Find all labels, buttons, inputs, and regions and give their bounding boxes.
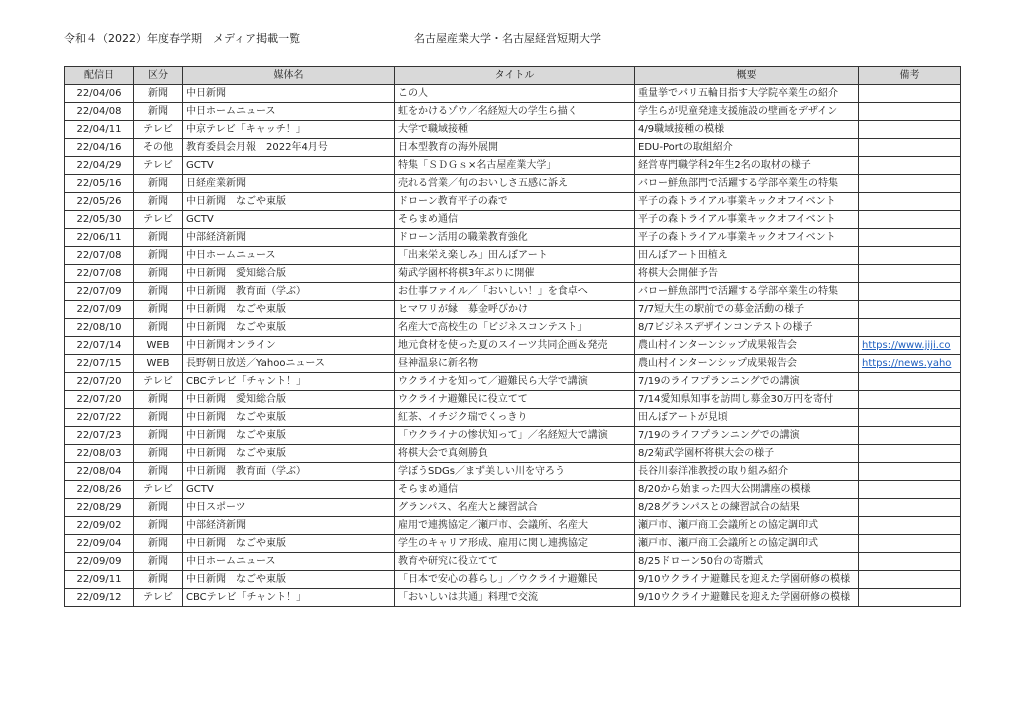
- date-cell: 22/08/04: [65, 463, 134, 481]
- table-header-row: [65, 67, 961, 85]
- media-cell: 中日ホームニュース: [183, 247, 395, 265]
- date-cell: 22/07/15: [65, 355, 134, 373]
- category-cell: 新聞: [134, 427, 183, 445]
- summary-cell: EDU-Portの取組紹介: [635, 139, 859, 157]
- media-cell: CBCテレビ「チャント！」: [183, 589, 395, 607]
- notes-cell: [859, 247, 961, 265]
- notes-cell: [859, 517, 961, 535]
- title-cell: 虹をかけるゾウ／名経短大の学生ら描く: [395, 103, 635, 121]
- table-row: [65, 211, 961, 229]
- title-cell: 雇用で連携協定／瀬戸市、会議所、名産大: [395, 517, 635, 535]
- summary-cell: 平子の森トライアル事業キックオフイベント: [635, 193, 859, 211]
- category-cell: 新聞: [134, 535, 183, 553]
- notes-cell: [859, 571, 961, 589]
- summary-cell: 9/10ウクライナ避難民を迎えた学園研修の模様: [635, 571, 859, 589]
- media-cell: 中日ホームニュース: [183, 553, 395, 571]
- summary-cell: 学生らが児童発達支援施設の壁画をデザイン: [635, 103, 859, 121]
- notes-cell: [859, 535, 961, 553]
- category-cell: 新聞: [134, 571, 183, 589]
- category-cell: テレビ: [134, 589, 183, 607]
- notes-cell: [859, 391, 961, 409]
- notes-cell: [859, 445, 961, 463]
- title-cell: ヒマワリが縁 募金呼びかけ: [395, 301, 635, 319]
- table-row: [65, 553, 961, 571]
- date-cell: 22/07/09: [65, 301, 134, 319]
- title-cell: 地元食材を使った夏のスイーツ共同企画＆発売: [395, 337, 635, 355]
- category-cell: 新聞: [134, 445, 183, 463]
- media-cell: GCTV: [183, 481, 395, 499]
- notes-cell: [859, 499, 961, 517]
- table-row: [65, 445, 961, 463]
- summary-cell: 4/9職域接種の模様: [635, 121, 859, 139]
- category-cell: 新聞: [134, 463, 183, 481]
- organization-name: 名古屋産業大学・名古屋経営短期大学: [414, 32, 601, 45]
- date-cell: 22/05/16: [65, 175, 134, 193]
- notes-cell: [859, 139, 961, 157]
- date-cell: 22/04/11: [65, 121, 134, 139]
- summary-cell: 瀬戸市、瀬戸商工会議所との協定調印式: [635, 535, 859, 553]
- column-header-summary: 概要: [635, 67, 859, 85]
- notes-cell: [859, 319, 961, 337]
- category-cell: その他: [134, 139, 183, 157]
- date-cell: 22/08/29: [65, 499, 134, 517]
- date-cell: 22/04/06: [65, 85, 134, 103]
- date-cell: 22/07/20: [65, 373, 134, 391]
- category-cell: 新聞: [134, 247, 183, 265]
- category-cell: テレビ: [134, 157, 183, 175]
- media-cell: CBCテレビ「チャント！」: [183, 373, 395, 391]
- table-row: [65, 85, 961, 103]
- summary-cell: 平子の森トライアル事業キックオフイベント: [635, 229, 859, 247]
- date-cell: 22/09/02: [65, 517, 134, 535]
- table-row: [65, 193, 961, 211]
- media-cell: 中日新聞 なごや東版: [183, 445, 395, 463]
- category-cell: テレビ: [134, 121, 183, 139]
- notes-cell: [859, 85, 961, 103]
- date-cell: 22/08/26: [65, 481, 134, 499]
- title-cell: そらまめ通信: [395, 481, 635, 499]
- date-cell: 22/07/14: [65, 337, 134, 355]
- media-cell: 中日新聞 なごや東版: [183, 193, 395, 211]
- notes-cell: [859, 373, 961, 391]
- notes-link[interactable]: https://news.yaho: [859, 355, 961, 373]
- category-cell: 新聞: [134, 193, 183, 211]
- table-row: [65, 103, 961, 121]
- category-cell: 新聞: [134, 85, 183, 103]
- category-cell: テレビ: [134, 211, 183, 229]
- title-cell: 昼神温泉に新名物: [395, 355, 635, 373]
- media-cell: 中日新聞 なごや東版: [183, 319, 395, 337]
- media-coverage-table: [64, 66, 961, 607]
- media-cell: 中部経済新聞: [183, 229, 395, 247]
- summary-cell: 経営専門職学科2年生2名の取材の様子: [635, 157, 859, 175]
- table-row: [65, 589, 961, 607]
- notes-link[interactable]: https://www.jiji.co: [859, 337, 961, 355]
- date-cell: 22/07/08: [65, 247, 134, 265]
- document-title: 令和４（2022）年度春学期 メディア掲載一覧: [64, 32, 301, 45]
- table-row: [65, 463, 961, 481]
- media-cell: 中日新聞オンライン: [183, 337, 395, 355]
- date-cell: 22/04/16: [65, 139, 134, 157]
- title-cell: 特集「ＳＤＧｓ×名古屋産業大学」: [395, 157, 635, 175]
- notes-cell: [859, 589, 961, 607]
- summary-cell: 平子の森トライアル事業キックオフイベント: [635, 211, 859, 229]
- table-row: [65, 265, 961, 283]
- table-row: [65, 481, 961, 499]
- title-cell: 教育や研究に役立てて: [395, 553, 635, 571]
- title-cell: そらまめ通信: [395, 211, 635, 229]
- title-cell: 「出来栄え楽しみ」田んぼアート: [395, 247, 635, 265]
- date-cell: 22/08/10: [65, 319, 134, 337]
- media-cell: 中日スポーツ: [183, 499, 395, 517]
- table-row: [65, 247, 961, 265]
- media-cell: 中日新聞 なごや東版: [183, 571, 395, 589]
- summary-cell: 農山村インターンシップ成果報告会: [635, 337, 859, 355]
- date-cell: 22/06/11: [65, 229, 134, 247]
- table-row: [65, 175, 961, 193]
- category-cell: 新聞: [134, 229, 183, 247]
- media-cell: 中日新聞 教育面（学ぶ）: [183, 463, 395, 481]
- media-cell: GCTV: [183, 157, 395, 175]
- date-cell: 22/09/12: [65, 589, 134, 607]
- media-cell: 日経産業新聞: [183, 175, 395, 193]
- media-cell: GCTV: [183, 211, 395, 229]
- table-row: [65, 499, 961, 517]
- notes-cell: [859, 229, 961, 247]
- title-cell: 学生のキャリア形成、雇用に関し連携協定: [395, 535, 635, 553]
- date-cell: 22/05/30: [65, 211, 134, 229]
- summary-cell: 重量挙でパリ五輪目指す大学院卒業生の紹介: [635, 85, 859, 103]
- summary-cell: 8/2菊武学園杯将棋大会の様子: [635, 445, 859, 463]
- title-cell: 「ウクライナの惨状知って」／名経短大で講演: [395, 427, 635, 445]
- date-cell: 22/07/20: [65, 391, 134, 409]
- notes-cell: [859, 409, 961, 427]
- date-cell: 22/09/04: [65, 535, 134, 553]
- media-cell: 教育委員会月報 2022年4月号: [183, 139, 395, 157]
- title-cell: グランパス、名産大と練習試合: [395, 499, 635, 517]
- title-cell: 名産大で高校生の「ビジネスコンテスト」: [395, 319, 635, 337]
- notes-cell: [859, 301, 961, 319]
- title-cell: ドローン活用の職業教育強化: [395, 229, 635, 247]
- notes-cell: [859, 553, 961, 571]
- media-cell: 中日新聞 愛知総合版: [183, 265, 395, 283]
- date-cell: 22/07/09: [65, 283, 134, 301]
- table-row: [65, 409, 961, 427]
- table-row: [65, 535, 961, 553]
- table-row: [65, 337, 961, 355]
- category-cell: 新聞: [134, 553, 183, 571]
- summary-cell: 7/19のライフプランニングでの講演: [635, 427, 859, 445]
- title-cell: お仕事ファイル／「おいしい！」を食卓へ: [395, 283, 635, 301]
- summary-cell: 田んぼアートが見頃: [635, 409, 859, 427]
- summary-cell: バロー鮮魚部門で活躍する学部卒業生の特集: [635, 283, 859, 301]
- category-cell: 新聞: [134, 391, 183, 409]
- summary-cell: 8/7ビジネスデザインコンテストの様子: [635, 319, 859, 337]
- table-row: [65, 121, 961, 139]
- media-cell: 中日新聞 なごや東版: [183, 409, 395, 427]
- date-cell: 22/07/08: [65, 265, 134, 283]
- category-cell: 新聞: [134, 301, 183, 319]
- media-cell: 中日ホームニュース: [183, 103, 395, 121]
- category-cell: 新聞: [134, 265, 183, 283]
- summary-cell: 7/7短大生の駅前での募金活動の様子: [635, 301, 859, 319]
- category-cell: 新聞: [134, 499, 183, 517]
- title-cell: ウクライナを知って／避難民ら大学で講演: [395, 373, 635, 391]
- media-cell: 中日新聞 なごや東版: [183, 535, 395, 553]
- date-cell: 22/09/11: [65, 571, 134, 589]
- summary-cell: 長谷川泰洋准教授の取り組み紹介: [635, 463, 859, 481]
- summary-cell: 7/14愛知県知事を訪問し募金30万円を寄付: [635, 391, 859, 409]
- table-row: [65, 391, 961, 409]
- category-cell: テレビ: [134, 481, 183, 499]
- column-header-notes: 備考: [859, 67, 961, 85]
- summary-cell: 農山村インターンシップ成果報告会: [635, 355, 859, 373]
- category-cell: 新聞: [134, 283, 183, 301]
- media-cell: 長野朝日放送／Yahooニュース: [183, 355, 395, 373]
- notes-cell: [859, 427, 961, 445]
- category-cell: テレビ: [134, 373, 183, 391]
- media-cell: 中日新聞 なごや東版: [183, 301, 395, 319]
- media-cell: 中京テレビ「キャッチ！」: [183, 121, 395, 139]
- notes-cell: [859, 481, 961, 499]
- table-row: [65, 355, 961, 373]
- summary-cell: 田んぼアート田植え: [635, 247, 859, 265]
- date-cell: 22/07/23: [65, 427, 134, 445]
- date-cell: 22/04/29: [65, 157, 134, 175]
- summary-cell: バロー鮮魚部門で活躍する学部卒業生の特集: [635, 175, 859, 193]
- table-row: [65, 319, 961, 337]
- notes-cell: [859, 121, 961, 139]
- notes-cell: [859, 157, 961, 175]
- media-cell: 中日新聞: [183, 85, 395, 103]
- summary-cell: 7/19のライフプランニングでの講演: [635, 373, 859, 391]
- table-row: [65, 283, 961, 301]
- media-cell: 中日新聞 愛知総合版: [183, 391, 395, 409]
- table-row: [65, 301, 961, 319]
- title-cell: 「日本で安心の暮らし」／ウクライナ避難民: [395, 571, 635, 589]
- summary-cell: 9/10ウクライナ避難民を迎えた学園研修の模様: [635, 589, 859, 607]
- notes-cell: [859, 175, 961, 193]
- category-cell: 新聞: [134, 409, 183, 427]
- category-cell: 新聞: [134, 517, 183, 535]
- notes-cell: [859, 265, 961, 283]
- column-header-title: タイトル: [395, 67, 635, 85]
- category-cell: WEB: [134, 355, 183, 373]
- date-cell: 22/08/03: [65, 445, 134, 463]
- summary-cell: 将棋大会開催予告: [635, 265, 859, 283]
- summary-cell: 8/20から始まった四大公開講座の模様: [635, 481, 859, 499]
- column-header-date: 配信日: [65, 67, 134, 85]
- notes-cell: [859, 283, 961, 301]
- title-cell: ドローン教育平子の森で: [395, 193, 635, 211]
- date-cell: 22/09/09: [65, 553, 134, 571]
- date-cell: 22/04/08: [65, 103, 134, 121]
- category-cell: 新聞: [134, 175, 183, 193]
- title-cell: 日本型教育の海外展開: [395, 139, 635, 157]
- title-cell: 「おいしいは共通」料理で交流: [395, 589, 635, 607]
- media-cell: 中部経済新聞: [183, 517, 395, 535]
- column-header-media: 媒体名: [183, 67, 395, 85]
- title-cell: 大学で職域接種: [395, 121, 635, 139]
- table-row: [65, 139, 961, 157]
- column-header-category: 区分: [134, 67, 183, 85]
- summary-cell: 8/25ドローン50台の寄贈式: [635, 553, 859, 571]
- table-row: [65, 373, 961, 391]
- media-cell: 中日新聞 教育面（学ぶ）: [183, 283, 395, 301]
- title-cell: 売れる営業／旬のおいしさ五感に訴え: [395, 175, 635, 193]
- notes-cell: [859, 193, 961, 211]
- table-row: [65, 427, 961, 445]
- table-row: [65, 229, 961, 247]
- title-cell: ウクライナ避難民に役立てて: [395, 391, 635, 409]
- title-cell: この人: [395, 85, 635, 103]
- title-cell: 学ぼうSDGs／まず美しい川を守ろう: [395, 463, 635, 481]
- table-row: [65, 157, 961, 175]
- category-cell: WEB: [134, 337, 183, 355]
- title-cell: 菊武学園杯将棋3年ぶりに開催: [395, 265, 635, 283]
- summary-cell: 8/28グランパスとの練習試合の結果: [635, 499, 859, 517]
- table-row: [65, 571, 961, 589]
- notes-cell: [859, 211, 961, 229]
- date-cell: 22/05/26: [65, 193, 134, 211]
- date-cell: 22/07/22: [65, 409, 134, 427]
- category-cell: 新聞: [134, 319, 183, 337]
- notes-cell: [859, 103, 961, 121]
- title-cell: 紅茶、イチジク瑞でくっきり: [395, 409, 635, 427]
- category-cell: 新聞: [134, 103, 183, 121]
- summary-cell: 瀬戸市、瀬戸商工会議所との協定調印式: [635, 517, 859, 535]
- notes-cell: [859, 463, 961, 481]
- table-row: [65, 517, 961, 535]
- media-cell: 中日新聞 なごや東版: [183, 427, 395, 445]
- title-cell: 将棋大会で真剣勝負: [395, 445, 635, 463]
